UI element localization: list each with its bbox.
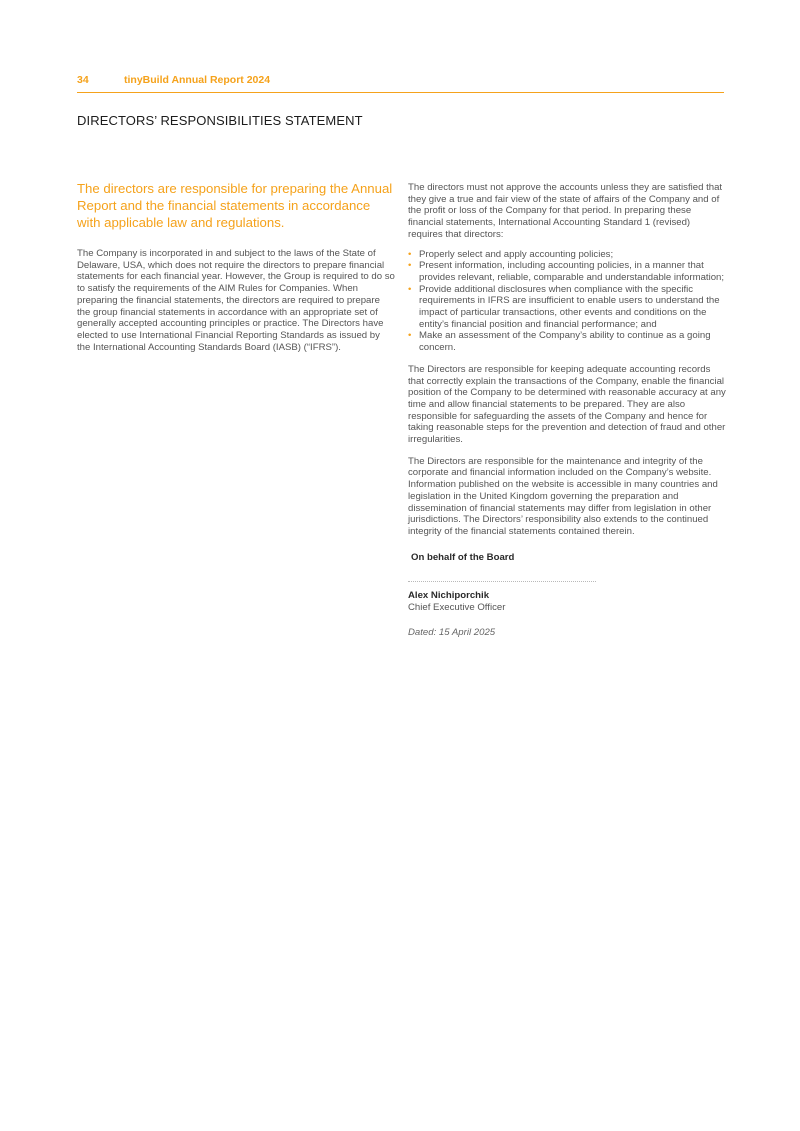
header-divider — [77, 92, 724, 93]
list-item: • Properly select and apply accounting policies; — [408, 248, 614, 260]
signature-line — [408, 581, 596, 582]
section-title: DIRECTORS’ RESPONSIBILITIES STATEMENT — [77, 113, 363, 128]
bullet-icon: • — [408, 330, 412, 342]
lead-statement: The directors are responsible for preparing the Annual Report and the financial statements in accordance with applicable law and regulations. — [77, 181, 393, 230]
page-header — [77, 74, 724, 92]
signer-name: Alex Nichiporchik — [408, 589, 490, 601]
right-column — [408, 182, 726, 638]
left-column — [77, 180, 395, 353]
page-number: 34 — [77, 74, 89, 86]
list-item: • Provide additional disclosures when compliance with the specific requirements in IFRS are insufficient to enable users to understand the impact of particular transactions, other events and conditions on the entity’s financial position and financial performance; and — [408, 283, 720, 330]
bullet-icon: • — [408, 248, 412, 260]
list-item: • Present information, including accounting policies, in a manner that provides relevant, reliable, comparable and understandable information; — [408, 260, 725, 283]
on-behalf-label: On behalf of the Board — [411, 551, 515, 563]
date-line: Dated: 15 April 2025 — [408, 626, 496, 638]
requirements-list — [408, 249, 726, 354]
signer-role: Chief Executive Officer — [408, 601, 506, 613]
list-item: • Make an assessment of the Company’s ability to continue as a going concern. — [408, 330, 711, 354]
incorporation-paragraph: The Company is incorporated in and subject to the laws of the State of Delaware, USA, which does not require the directors to prepare financial statements for each financial year. However, the Group is required to do so to satisfy the requirements of the AIM Rules for Companies. When preparing the financial statements, the directors are required to prepare the group financial statements in accordance with an appropriate set of generally accepted accounting principles or practice. The Directors have elected to use International Financial Reporting Standards as issued by the International Accounting Standards Board (IASB) (“IFRS”). — [77, 248, 395, 353]
bullet-icon: • — [408, 260, 412, 272]
intro-paragraph: The directors must not approve the accounts unless they are satisfied that they give a true and fair view of the state of affairs of the Company and of the profit or loss of the Company for that period. In preparing these financial statements, International Accounting Standard 1 (revised) requires that directors: — [408, 182, 723, 240]
accounting-records-paragraph: The Directors are responsible for keeping adequate accounting records that correctly explain the transactions of the Company, enable the financial position of the Company to be determined with reasonable accuracy at any time and allow financial statements to be prepared. They are also responsible for safeguarding the assets of the Company and hence for taking reasonable steps for the prevention and detection of fraud and other irregularities. — [408, 363, 726, 446]
bullet-icon: • — [408, 283, 412, 295]
report-title: tinyBuild Annual Report 2024 — [124, 74, 271, 86]
website-paragraph: The Directors are responsible for the maintenance and integrity of the corporate and financial information included on the Company’s website. Information published on the website is accessible in many countries and legislation in the United Kingdom governing the preparation and dissemination of financial statements may differ from legislation in other jurisdictions. The Directors’ responsibility also extends to the continued integrity of the financial statements contained therein. — [408, 455, 718, 537]
